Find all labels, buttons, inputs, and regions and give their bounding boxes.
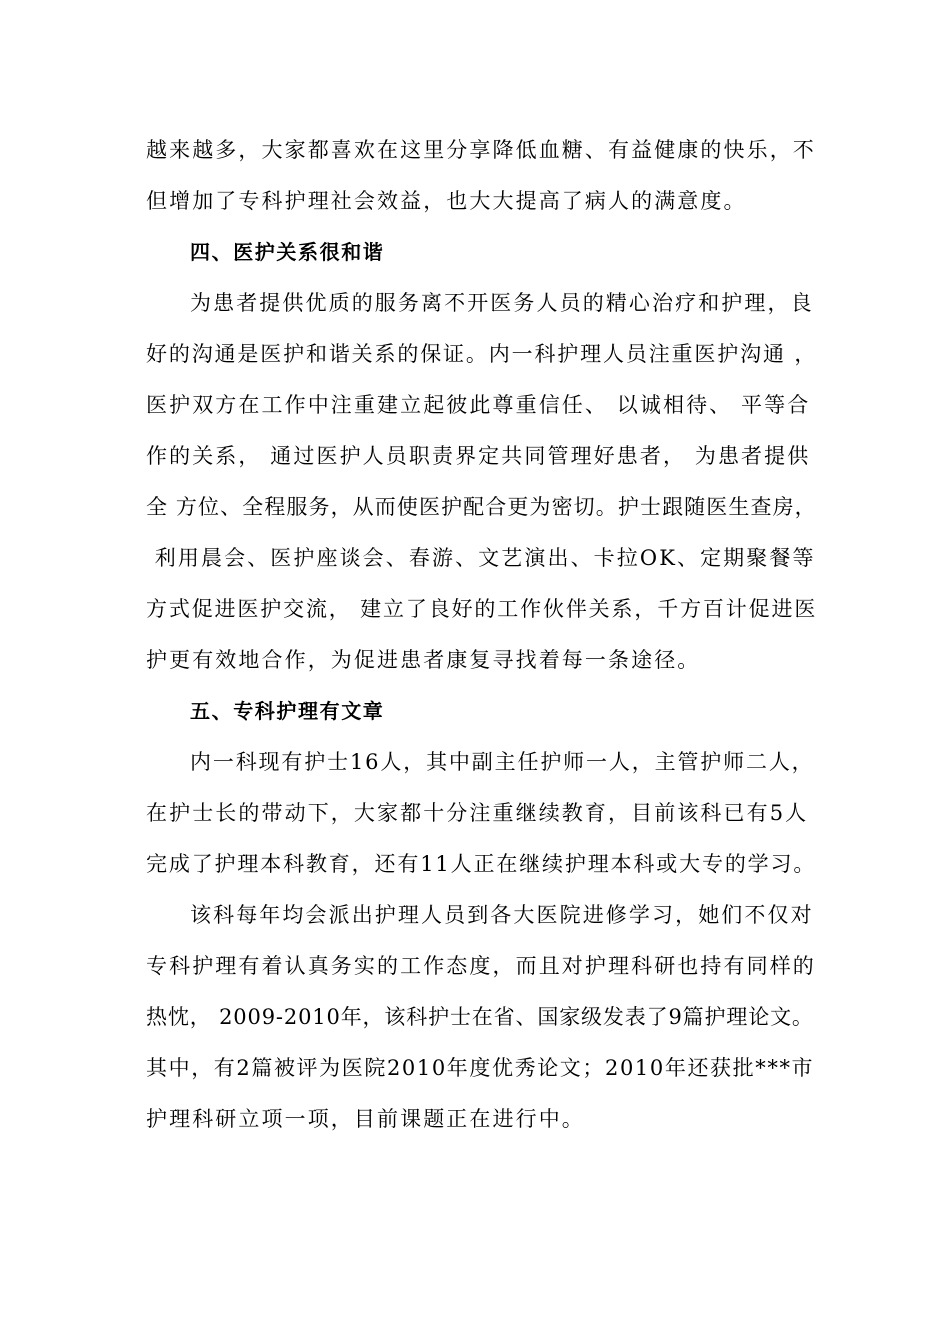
body-text-line: 利用晨会、医护座谈会、春游、文艺演出、卡拉OK、定期聚餐等 (146, 546, 816, 570)
body-text-line: 越来越多，大家都喜欢在这里分享降低血糖、有益健康的快乐，不 (146, 138, 816, 162)
section-heading: 五、专科护理有文章 (190, 699, 385, 723)
body-text-line: 好的沟通是医护和谐关系的保证。内一科护理人员注重医护沟通 ， (146, 342, 818, 366)
body-text-line: 护理科研立项一项，目前课题正在进行中。 (146, 1107, 585, 1131)
body-text-line: 完成了护理本科教育，还有11人正在继续护理本科或大专的学习。 (146, 852, 817, 876)
body-text-line: 为患者提供优质的服务离不开医务人员的精心治疗和护理，良 (190, 291, 814, 315)
body-text-line: 但增加了专科护理社会效益，也大大提高了病人的满意度。 (146, 189, 747, 213)
body-text-line: 热忱， 2009-2010年，该科护士在省、国家级发表了9篇护理论文。 (146, 1005, 814, 1029)
body-text-line: 在护士长的带动下，大家都十分注重继续教育，目前该科已有5人 (146, 801, 809, 825)
body-text-line: 医护双方在工作中注重建立起彼此尊重信任、 以诚相待、 平等合 (146, 393, 811, 417)
body-text-line: 作的关系， 通过医护人员职责界定共同管理好患者， 为患者提供 (146, 444, 811, 468)
body-text-line: 护更有效地合作，为促进患者康复寻找着每一条途径。 (146, 648, 701, 672)
body-text-line: 该科每年均会派出护理人员到各大医院进修学习，她们不仅对 (190, 903, 814, 927)
body-text-line: 专科护理有着认真务实的工作态度，而且对护理科研也持有同样的 (146, 954, 816, 978)
body-text-line: 方式促进医护交流， 建立了良好的工作伙伴关系，千方百计促进医 (146, 597, 818, 621)
body-text-line: 全 方位、全程服务，从而使医护配合更为密切。护士跟随医生查房， (146, 495, 817, 519)
section-heading: 四、医护关系很和谐 (190, 240, 385, 264)
body-text-line: 内一科现有护士16人，其中副主任护师一人，主管护师二人， (190, 750, 815, 774)
body-text-line: 其中，有2篇被评为医院2010年度优秀论文；2010年还获批***市 (146, 1056, 815, 1080)
